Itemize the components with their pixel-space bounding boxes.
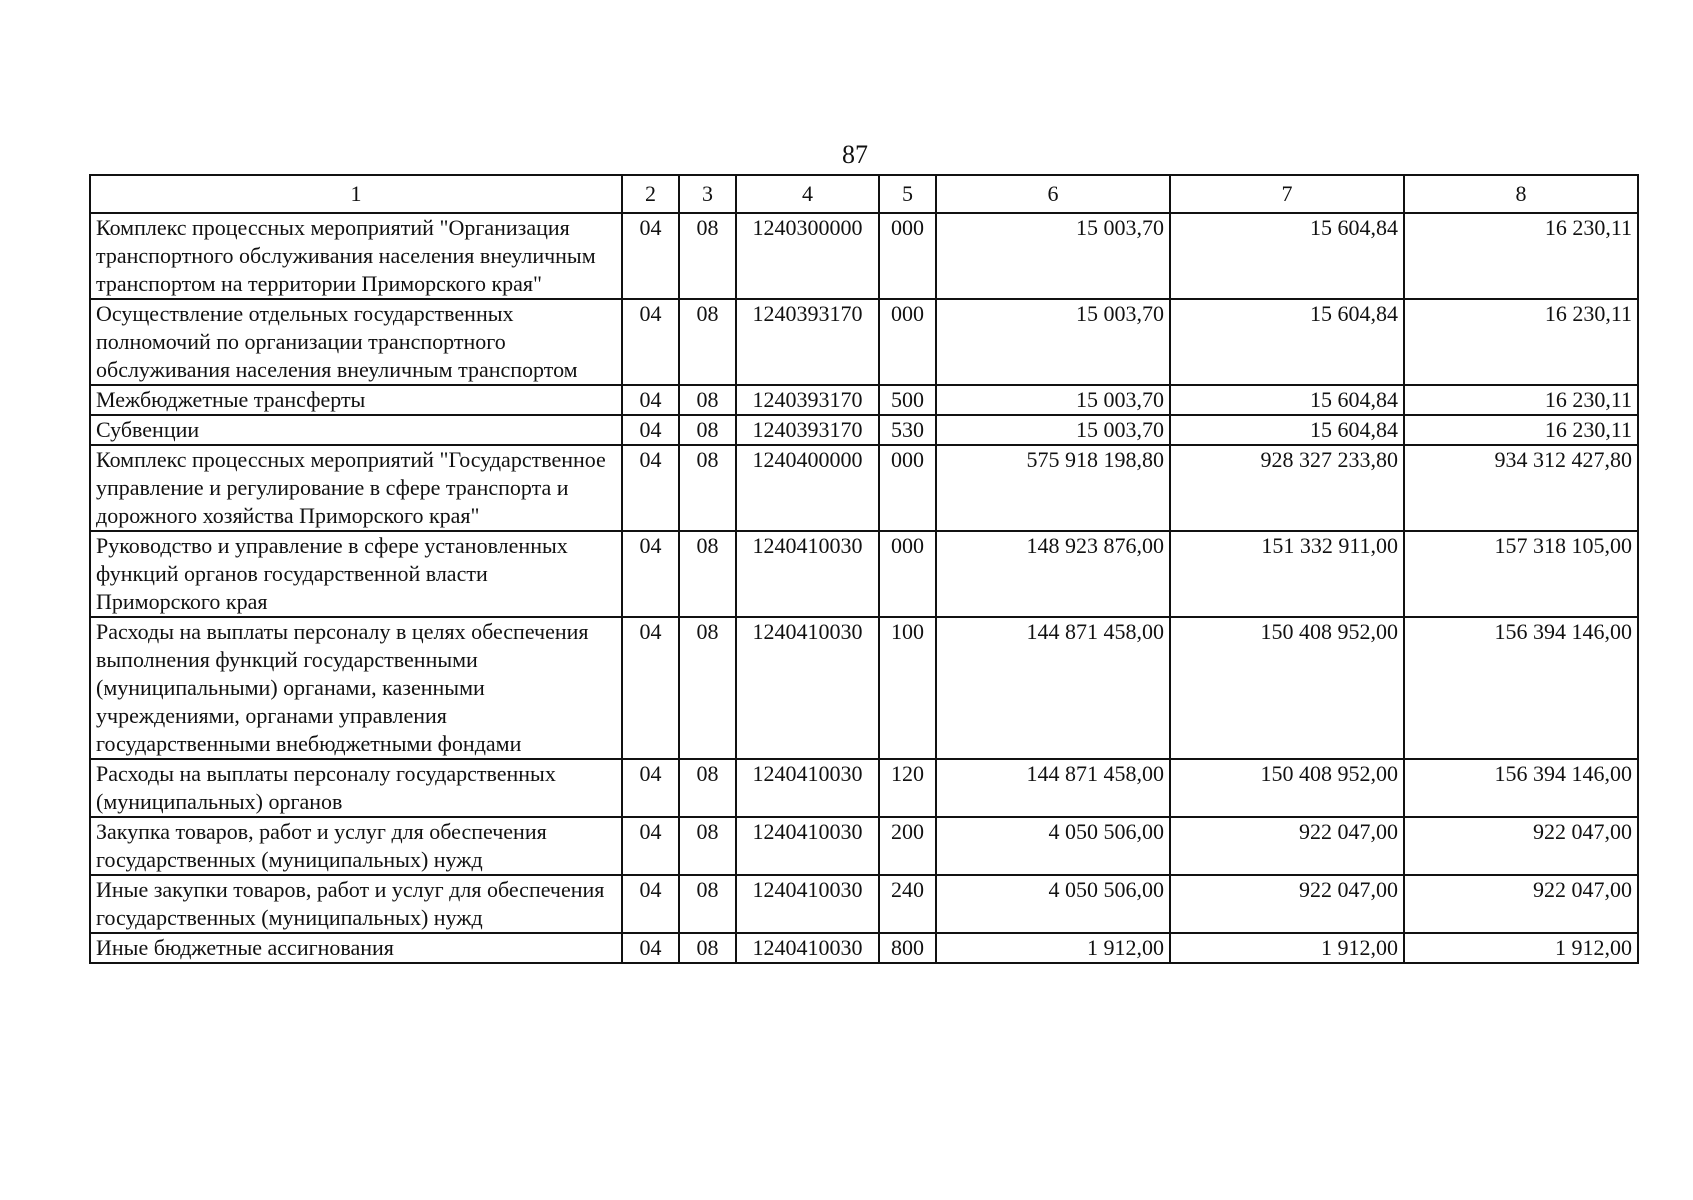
item-name: Иные бюджетные ассигнования [90,933,622,963]
expense-type-code: 240 [879,875,936,933]
table-row [90,759,1638,817]
amount-col-8: 16 230,11 [1404,299,1638,385]
amount-col-7: 1 912,00 [1170,933,1404,963]
subsection-code: 08 [679,617,736,759]
subsection-code: 08 [679,385,736,415]
amount-col-6: 4 050 506,00 [936,817,1170,875]
amount-col-8: 922 047,00 [1404,817,1638,875]
amount-col-7: 922 047,00 [1170,875,1404,933]
amount-col-7: 150 408 952,00 [1170,617,1404,759]
subsection-code: 08 [679,299,736,385]
table-row [90,445,1638,531]
amount-col-8: 156 394 146,00 [1404,759,1638,817]
expense-type-code: 200 [879,817,936,875]
amount-col-7: 928 327 233,80 [1170,445,1404,531]
expense-type-code: 530 [879,415,936,445]
target-article-code: 1240410030 [736,759,879,817]
target-article-code: 1240410030 [736,617,879,759]
subsection-code: 08 [679,213,736,299]
target-article-code: 1240410030 [736,817,879,875]
amount-col-8: 157 318 105,00 [1404,531,1638,617]
section-code: 04 [622,617,679,759]
table-row [90,617,1638,759]
table-header-row [90,175,1638,213]
target-article-code: 1240410030 [736,875,879,933]
page-number: 87 [842,140,868,169]
section-code: 04 [622,445,679,531]
section-code: 04 [622,875,679,933]
target-article-code: 1240410030 [736,531,879,617]
subsection-code: 08 [679,933,736,963]
item-name: Комплекс процессных мероприятий "Организация транспортного обслуживания населения внеуличным транспортом на территории Приморского края" [90,213,622,299]
item-name: Иные закупки товаров, работ и услуг для обеспечения государственных (муниципальных) нужд [90,875,622,933]
amount-col-6: 15 003,70 [936,299,1170,385]
amount-col-8: 16 230,11 [1404,213,1638,299]
amount-col-8: 156 394 146,00 [1404,617,1638,759]
subsection-code: 08 [679,759,736,817]
table-row [90,933,1638,963]
amount-col-8: 922 047,00 [1404,875,1638,933]
column-header: 8 [1404,175,1638,213]
amount-col-7: 15 604,84 [1170,213,1404,299]
amount-col-6: 144 871 458,00 [936,759,1170,817]
target-article-code: 1240393170 [736,415,879,445]
column-header: 1 [90,175,622,213]
item-name: Руководство и управление в сфере установленных функций органов государственной власти Приморского края [90,531,622,617]
subsection-code: 08 [679,445,736,531]
table-row [90,385,1638,415]
column-header: 4 [736,175,879,213]
amount-col-6: 1 912,00 [936,933,1170,963]
item-name: Расходы на выплаты персоналу в целях обеспечения выполнения функций государственными (муниципальными) органами, казенными учреждениями, органами управления государственными внебюджетными фондами [90,617,622,759]
section-code: 04 [622,933,679,963]
target-article-code: 1240393170 [736,299,879,385]
section-code: 04 [622,531,679,617]
expense-type-code: 100 [879,617,936,759]
amount-col-6: 15 003,70 [936,385,1170,415]
amount-col-8: 1 912,00 [1404,933,1638,963]
expense-type-code: 000 [879,445,936,531]
item-name: Комплекс процессных мероприятий "Государственное управление и регулирование в сфере транспорта и дорожного хозяйства Приморского края" [90,445,622,531]
table-row [90,875,1638,933]
amount-col-8: 16 230,11 [1404,385,1638,415]
section-code: 04 [622,385,679,415]
section-code: 04 [622,415,679,445]
section-code: 04 [622,213,679,299]
column-header: 5 [879,175,936,213]
item-name: Осуществление отдельных государственных полномочий по организации транспортного обслуживания населения внеуличным транспортом [90,299,622,385]
table-row [90,415,1638,445]
table-row [90,299,1638,385]
budget-table [89,174,1639,964]
expense-type-code: 120 [879,759,936,817]
expense-type-code: 000 [879,299,936,385]
section-code: 04 [622,759,679,817]
amount-col-8: 16 230,11 [1404,415,1638,445]
amount-col-6: 144 871 458,00 [936,617,1170,759]
subsection-code: 08 [679,531,736,617]
subsection-code: 08 [679,415,736,445]
target-article-code: 1240393170 [736,385,879,415]
column-header: 7 [1170,175,1404,213]
section-code: 04 [622,817,679,875]
amount-col-7: 922 047,00 [1170,817,1404,875]
expense-type-code: 000 [879,531,936,617]
amount-col-6: 148 923 876,00 [936,531,1170,617]
amount-col-6: 4 050 506,00 [936,875,1170,933]
item-name: Межбюджетные трансферты [90,385,622,415]
amount-col-7: 15 604,84 [1170,415,1404,445]
table-row [90,817,1638,875]
section-code: 04 [622,299,679,385]
expense-type-code: 800 [879,933,936,963]
target-article-code: 1240410030 [736,933,879,963]
amount-col-6: 15 003,70 [936,213,1170,299]
column-header: 3 [679,175,736,213]
table-row [90,531,1638,617]
subsection-code: 08 [679,875,736,933]
column-header: 6 [936,175,1170,213]
amount-col-8: 934 312 427,80 [1404,445,1638,531]
expense-type-code: 000 [879,213,936,299]
target-article-code: 1240300000 [736,213,879,299]
item-name: Субвенции [90,415,622,445]
amount-col-6: 575 918 198,80 [936,445,1170,531]
table-row [90,213,1638,299]
subsection-code: 08 [679,817,736,875]
item-name: Расходы на выплаты персоналу государственных (муниципальных) органов [90,759,622,817]
item-name: Закупка товаров, работ и услуг для обеспечения государственных (муниципальных) нужд [90,817,622,875]
amount-col-7: 150 408 952,00 [1170,759,1404,817]
amount-col-7: 15 604,84 [1170,299,1404,385]
amount-col-7: 15 604,84 [1170,385,1404,415]
column-header: 2 [622,175,679,213]
amount-col-7: 151 332 911,00 [1170,531,1404,617]
target-article-code: 1240400000 [736,445,879,531]
amount-col-6: 15 003,70 [936,415,1170,445]
expense-type-code: 500 [879,385,936,415]
